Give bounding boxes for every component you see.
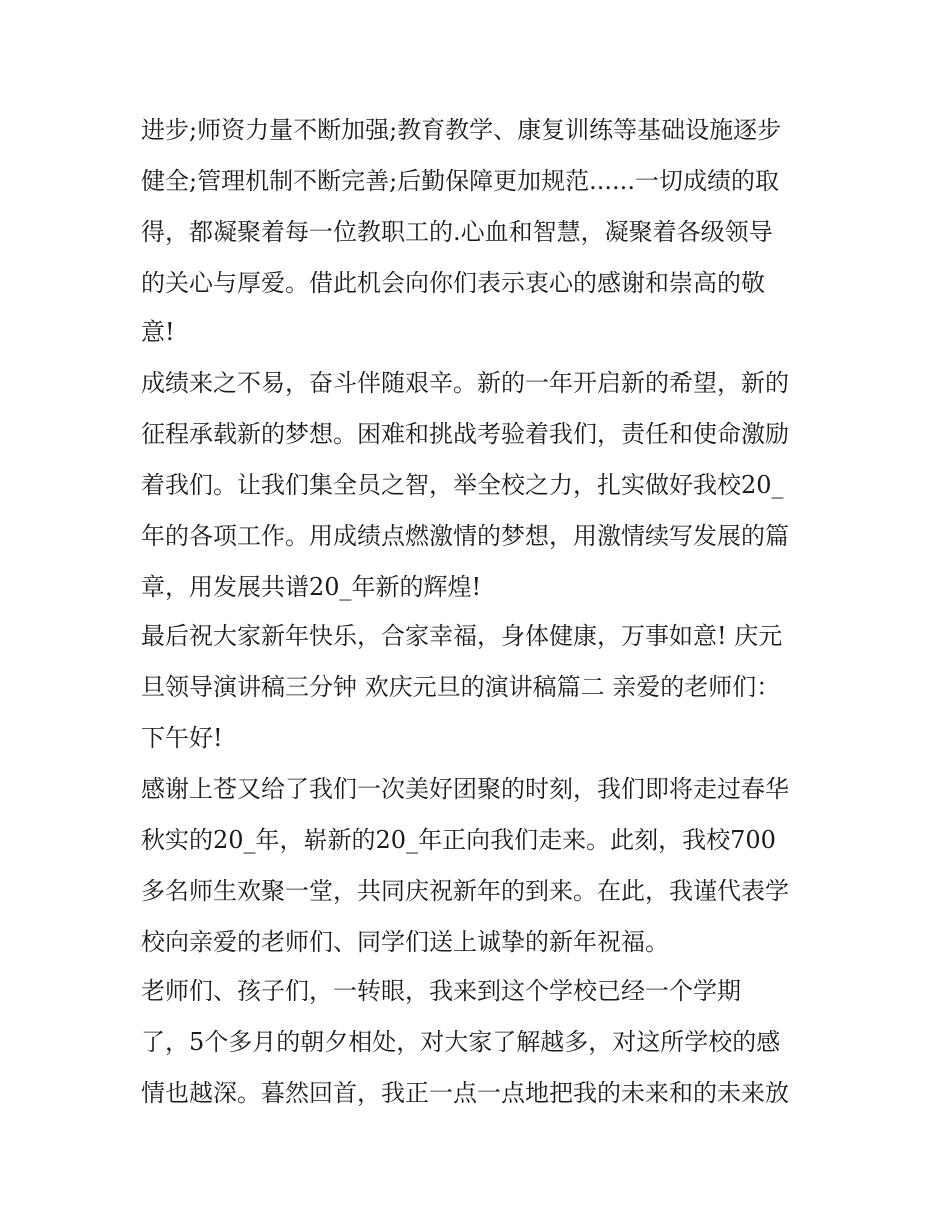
text-line: 校向亲爱的老师们、同学们送上诚挚的新年祝福。: [141, 928, 669, 956]
text-line: 健全;管理机制不断完善;后勤保障更加规范......一切成绩的取: [141, 167, 779, 195]
text-line: 进步;师资力量不断加强;教育教学、康复训练等基础设施逐步: [141, 116, 782, 144]
text-line: 得，都凝聚着每一位教职工的.心血和智慧，凝聚着各级领导: [141, 218, 773, 246]
text-line: 情也越深。暮然回首，我正一点一点地把我的未来和的未来放: [141, 1079, 789, 1107]
text-line: 秋实的20_年，崭新的20_年正向我们走来。此刻，我校700: [141, 826, 776, 854]
text-line: 多名师生欢聚一堂，共同庆祝新年的到来。在此，我谨代表学: [141, 877, 789, 905]
text-line: 老师们、孩子们，一转眼，我来到这个学校已经一个学期: [141, 977, 741, 1005]
text-line: 成绩来之不易，奋斗伴随艰辛。新的一年开启新的希望，新的: [141, 369, 789, 397]
text-line: 旦领导演讲稿三分钟 欢庆元旦的演讲稿篇二 亲爱的老师们：: [141, 673, 781, 701]
text-line: 征程承载新的梦想。困难和挑战考验着我们，责任和使命激励: [141, 420, 789, 448]
text-line: 的关心与厚爱。借此机会向你们表示衷心的感谢和崇高的敬: [141, 269, 765, 297]
text-line: 章，用发展共谱20_年新的辉煌!: [141, 573, 482, 601]
text-line: 年的各项工作。用成绩点燃激情的梦想，用激情续写发展的篇: [141, 522, 789, 550]
text-line: 意!: [141, 318, 175, 346]
text-line: 最后祝大家新年快乐，合家幸福，身体健康，万事如意! 庆元: [141, 622, 783, 650]
text-line: 着我们。让我们集全员之智，举全校之力，扎实做好我校20_: [141, 471, 784, 499]
text-line: 了，5个多月的朝夕相处，对大家了解越多，对这所学校的感: [141, 1028, 781, 1056]
text-line: 感谢上苍又给了我们一次美好团聚的时刻，我们即将走过春华: [141, 775, 789, 803]
text-line: 下午好!: [141, 724, 223, 752]
